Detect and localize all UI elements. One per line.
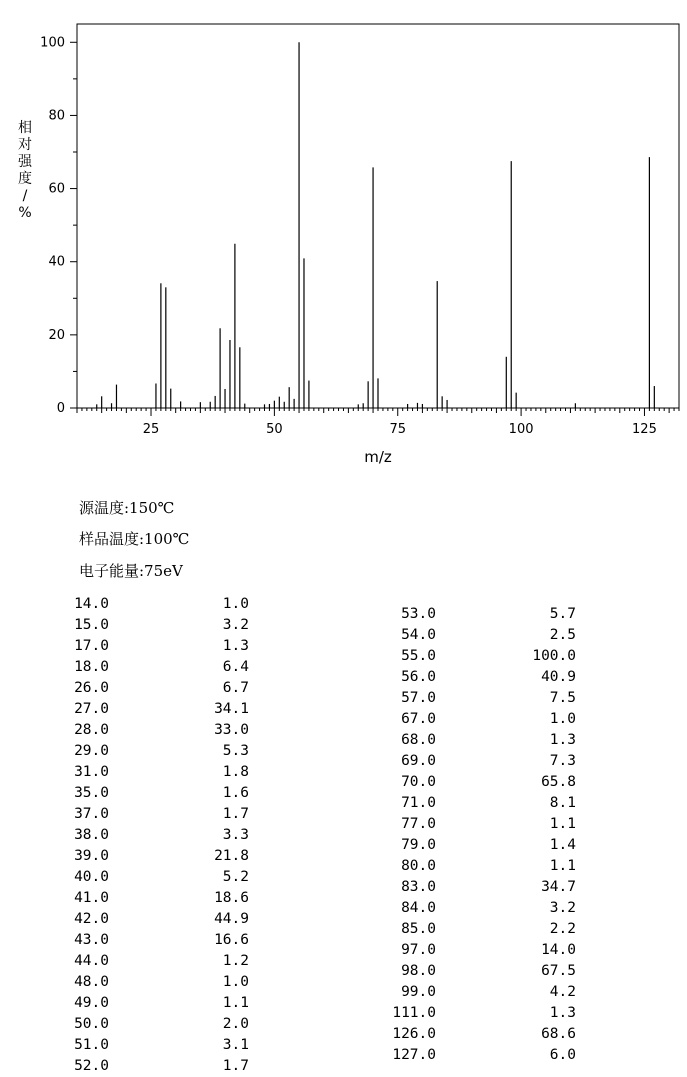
peak-intensity: 68.6 [541,1026,576,1042]
peak-intensity: 1.0 [222,596,249,612]
y-tick-label: 20 [48,327,65,343]
peak-intensity: 2.5 [549,627,576,643]
peak-mz: 52.0 [74,1058,109,1074]
peak-intensity: 34.7 [541,879,576,895]
peak-intensity: 1.1 [222,995,249,1011]
peak-mz: 56.0 [401,669,436,685]
peak-mz: 18.0 [74,659,109,675]
peak-mz: 71.0 [401,795,436,811]
y-tick-label: 0 [56,401,65,416]
peak-intensity: 8.1 [549,795,576,811]
peak-intensity: 1.2 [222,953,249,969]
peak-mz: 39.0 [74,848,109,864]
peak-mz: 26.0 [74,680,109,696]
peak-row [376,667,576,688]
peak-intensity: 34.1 [214,701,249,717]
peak-row [376,856,576,877]
peak-mz: 37.0 [74,806,109,822]
peak-intensity: 1.7 [222,1058,249,1074]
peak-intensity: 67.5 [541,963,576,979]
peak-mz: 29.0 [74,743,109,759]
spectrum-peaks [97,42,655,408]
peak-row [376,772,576,793]
peak-intensity: 6.0 [549,1047,576,1063]
peak-intensity: 1.4 [549,837,576,853]
peak-intensity: 1.3 [549,732,576,748]
peak-intensity: 1.1 [549,858,576,874]
source-temperature: 源温度:150℃ [79,499,175,517]
peak-row [376,1024,576,1045]
peak-intensity: 1.0 [549,711,576,727]
peak-intensity: 100.0 [532,648,576,664]
peak-intensity: 1.7 [222,806,249,822]
peak-intensity: 33.0 [214,722,249,738]
y-tick-label: 60 [48,181,65,197]
peak-row [376,604,576,625]
peak-row [376,961,576,982]
peak-row [376,940,576,961]
sample-temperature: 样品温度:100℃ [79,530,190,548]
peak-mz: 80.0 [401,858,436,874]
peak-mz: 44.0 [74,953,109,969]
mass-spectrum-chart [0,0,687,480]
peak-row [376,898,576,919]
peak-intensity: 3.1 [222,1037,249,1053]
peak-mz: 67.0 [401,711,436,727]
peak-intensity: 3.2 [222,617,249,633]
peak-intensity: 6.7 [222,680,249,696]
peak-row [376,793,576,814]
peak-row [376,751,576,772]
peak-mz: 51.0 [74,1037,109,1053]
peak-mz: 70.0 [401,774,436,790]
y-tick-label: 100 [40,35,65,51]
peak-intensity: 40.9 [541,669,576,685]
y-tick-label: 80 [48,108,65,124]
y-tick-label: 40 [48,254,65,270]
peak-mz: 49.0 [74,995,109,1011]
peak-intensity: 6.4 [222,659,249,675]
peak-intensity: 3.2 [549,900,576,916]
peak-intensity: 1.8 [222,764,249,780]
electron-energy: 电子能量:75eV [79,562,183,580]
peak-intensity: 1.3 [222,638,249,654]
peak-intensity: 5.7 [549,606,576,622]
x-axis-label: m/z [364,448,392,466]
y-axis [40,35,77,416]
x-tick-label: 75 [389,422,407,437]
peak-intensity: 65.8 [541,774,576,790]
peak-mz: 54.0 [401,627,436,643]
peak-intensity: 21.8 [214,848,249,864]
peak-mz: 127.0 [392,1047,436,1063]
plot-frame [77,24,679,408]
peak-mz: 97.0 [401,942,436,958]
peak-mz: 84.0 [401,900,436,916]
peak-mz: 28.0 [74,722,109,738]
peak-intensity: 3.3 [222,827,249,843]
peak-row [376,646,576,667]
peak-intensity: 1.3 [549,1005,576,1021]
peak-intensity: 4.2 [549,984,576,1000]
peak-intensity: 2.2 [549,921,576,937]
peak-intensity: 5.2 [222,869,249,885]
peak-mz: 35.0 [74,785,109,801]
peak-row [376,877,576,898]
peak-row [376,625,576,646]
x-tick-label: 50 [266,422,283,437]
peak-mz: 48.0 [74,974,109,990]
peak-intensity: 14.0 [541,942,576,958]
peak-intensity: 1.0 [222,974,249,990]
peak-intensity: 18.6 [214,890,249,906]
peak-mz: 69.0 [401,753,436,769]
peak-mz: 15.0 [74,617,109,633]
peak-row [376,835,576,856]
peak-intensity: 16.6 [214,932,249,948]
peak-mz: 79.0 [401,837,436,853]
x-tick-label: 100 [508,422,534,437]
peak-mz: 50.0 [74,1016,109,1032]
peak-intensity: 5.3 [222,743,249,759]
peak-intensity: 2.0 [222,1016,249,1032]
peak-mz: 42.0 [74,911,109,927]
peak-row [376,709,576,730]
peak-mz: 43.0 [74,932,109,948]
peak-mz: 17.0 [74,638,109,654]
y-axis-label: 相对强度/ % [18,120,32,221]
peak-mz: 126.0 [392,1026,436,1042]
peak-mz: 40.0 [74,869,109,885]
peak-mz: 55.0 [401,648,436,664]
peak-mz: 68.0 [401,732,436,748]
peak-mz: 14.0 [74,596,109,612]
peak-row [376,688,576,709]
peak-mz: 31.0 [74,764,109,780]
x-axis [77,408,679,437]
peak-table-right [0,604,576,1066]
peak-mz: 98.0 [401,963,436,979]
peak-mz: 27.0 [74,701,109,717]
peak-intensity: 1.6 [222,785,249,801]
peak-mz: 41.0 [74,890,109,906]
peak-row [376,730,576,751]
peak-mz: 85.0 [401,921,436,937]
peak-row [376,814,576,835]
peak-mz: 57.0 [401,690,436,706]
peak-mz: 53.0 [401,606,436,622]
peak-row [376,1045,576,1066]
peak-row [376,1003,576,1024]
x-tick-label: 125 [632,422,657,437]
peak-row [376,919,576,940]
peak-intensity: 7.3 [549,753,576,769]
peak-mz: 99.0 [401,984,436,1000]
peak-row [376,982,576,1003]
x-tick-label: 25 [142,422,160,437]
peak-mz: 111.0 [392,1005,436,1021]
peak-mz: 83.0 [401,879,436,895]
peak-intensity: 44.9 [214,911,249,927]
peak-intensity: 7.5 [549,690,576,706]
peak-mz: 77.0 [401,816,436,832]
peak-intensity: 1.1 [549,816,576,832]
peak-mz: 38.0 [74,827,109,843]
